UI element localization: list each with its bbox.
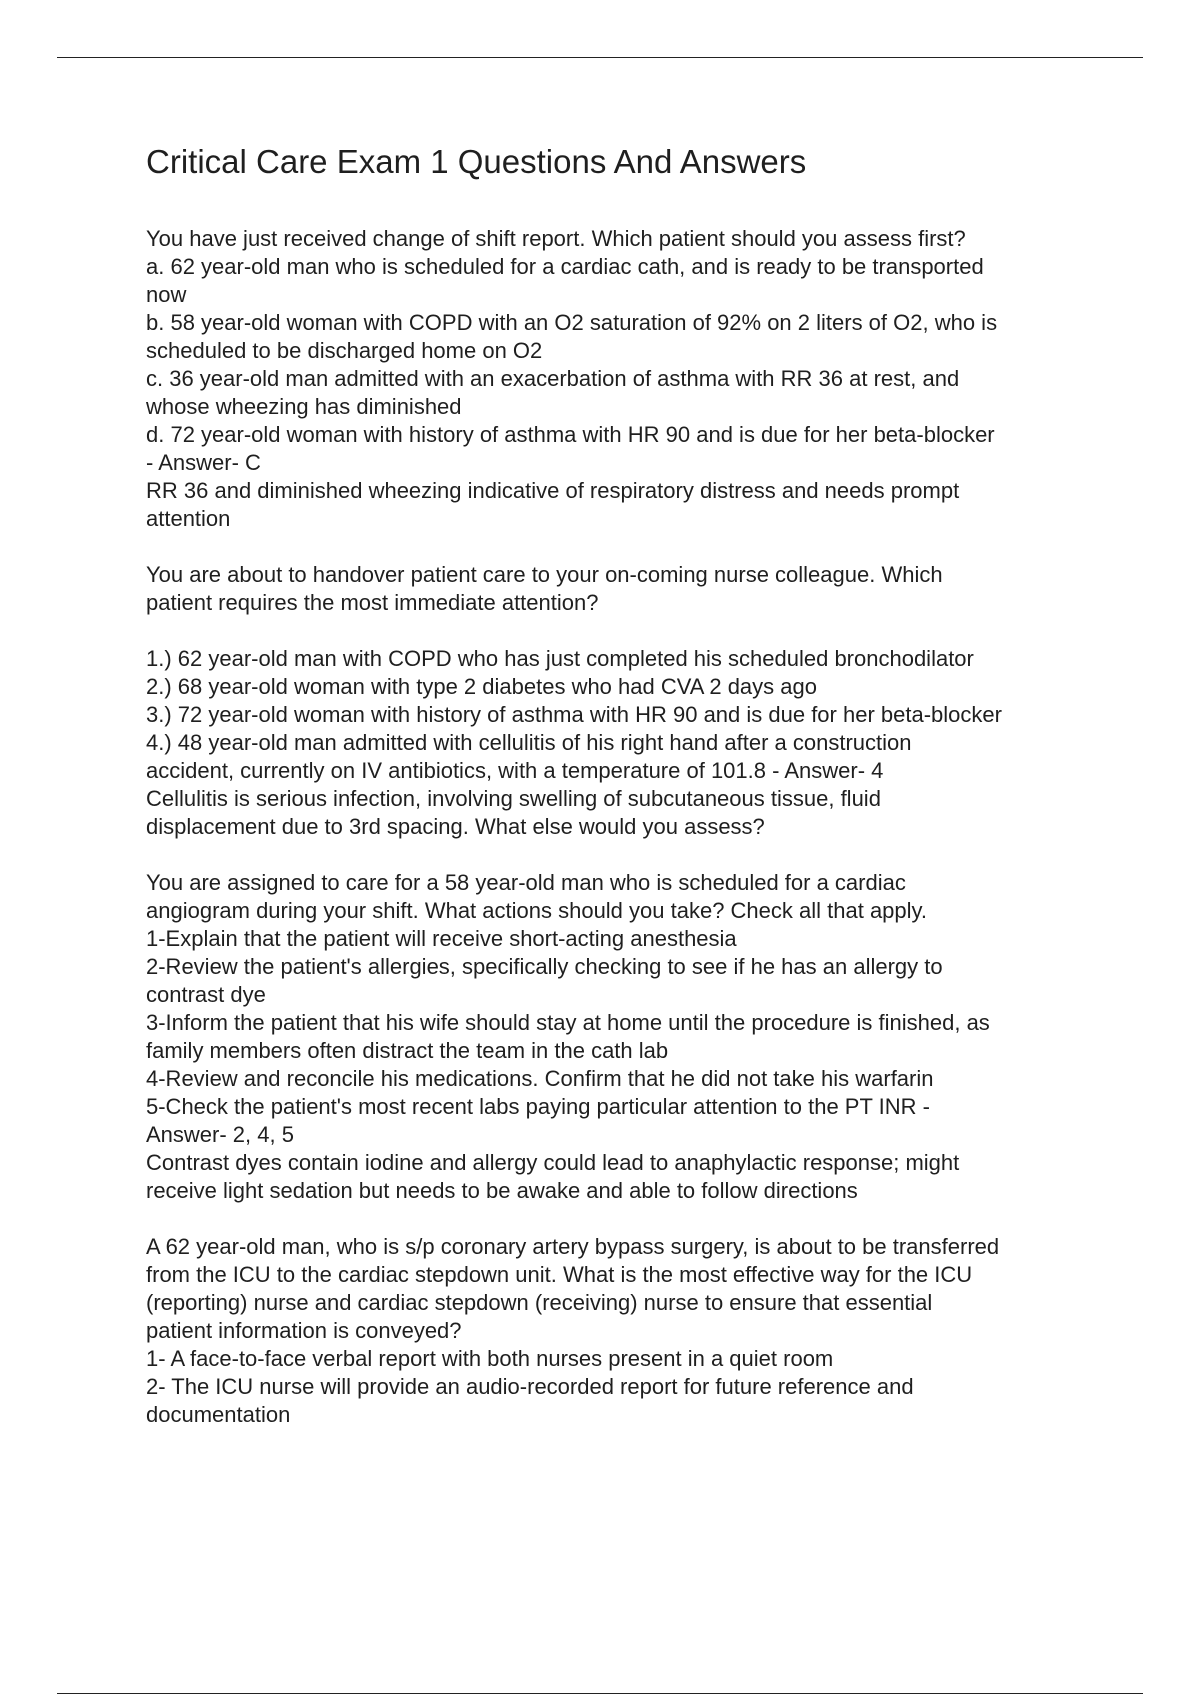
question-line: angiogram during your shift. What actions should you take? Check all that apply. — [146, 898, 928, 923]
question-block — [146, 225, 1106, 533]
document-title: Critical Care Exam 1 Questions And Answers — [146, 143, 807, 180]
question-line: 2.) 68 year-old woman with type 2 diabetes who had CVA 2 days ago — [146, 674, 817, 699]
question-line: 2-Review the patient's allergies, specifically checking to see if he has an allergy to — [146, 954, 943, 979]
question-line: You have just received change of shift report. Which patient should you assess first? — [146, 226, 966, 251]
question-line: 3-Inform the patient that his wife should stay at home until the procedure is finished, as — [146, 1010, 990, 1035]
question-line: 5-Check the patient's most recent labs paying particular attention to the PT INR - — [146, 1094, 930, 1119]
question-line: contrast dye — [146, 982, 266, 1007]
question-line: attention — [146, 506, 231, 531]
question-line: 4-Review and reconcile his medications. Confirm that he did not take his warfarin — [146, 1066, 934, 1091]
question-line: Contrast dyes contain iodine and allergy could lead to anaphylactic response; might — [146, 1150, 960, 1175]
question-block — [146, 1233, 1106, 1429]
question-line: You are about to handover patient care to your on-coming nurse colleague. Which — [146, 562, 943, 587]
question-block — [146, 561, 1106, 841]
question-line: d. 72 year-old woman with history of asthma with HR 90 and is due for her beta-blocker — [146, 422, 995, 447]
question-line: - Answer- C — [146, 450, 261, 475]
question-line: Answer- 2, 4, 5 — [146, 1122, 294, 1147]
question-line: 1-Explain that the patient will receive short-acting anesthesia — [146, 926, 737, 951]
question-line: 3.) 72 year-old woman with history of asthma with HR 90 and is due for her beta-blocker — [146, 702, 1002, 727]
question-line: patient information is conveyed? — [146, 1318, 462, 1343]
question-line: 1.) 62 year-old man with COPD who has just completed his scheduled bronchodilator — [146, 646, 974, 671]
question-line: accident, currently on IV antibiotics, with a temperature of 101.8 - Answer- 4 — [146, 758, 884, 783]
question-line: c. 36 year-old man admitted with an exacerbation of asthma with RR 36 at rest, and — [146, 366, 960, 391]
question-line: receive light sedation but needs to be awake and able to follow directions — [146, 1178, 858, 1203]
top-rule — [57, 57, 1143, 58]
question-line: from the ICU to the cardiac stepdown unit. What is the most effective way for the ICU — [146, 1262, 973, 1287]
question-line: a. 62 year-old man who is scheduled for a cardiac cath, and is ready to be transported — [146, 254, 984, 279]
question-line: You are assigned to care for a 58 year-old man who is scheduled for a cardiac — [146, 870, 906, 895]
question-line: whose wheezing has diminished — [146, 394, 462, 419]
question-line: patient requires the most immediate attention? — [146, 590, 599, 615]
question-line: 4.) 48 year-old man admitted with cellulitis of his right hand after a construction — [146, 730, 912, 755]
question-line: b. 58 year-old woman with COPD with an O2 saturation of 92% on 2 liters of O2, who is — [146, 310, 998, 335]
question-line: 2- The ICU nurse will provide an audio-recorded report for future reference and — [146, 1374, 914, 1399]
blank-line — [146, 617, 1106, 645]
question-line: family members often distract the team in the cath lab — [146, 1038, 669, 1063]
questions-list — [146, 225, 1106, 1429]
question-line: 1- A face-to-face verbal report with both nurses present in a quiet room — [146, 1346, 834, 1371]
bottom-rule — [57, 1693, 1143, 1694]
question-line: now — [146, 282, 187, 307]
document-body — [146, 140, 1106, 1457]
question-line: RR 36 and diminished wheezing indicative of respiratory distress and needs prompt — [146, 478, 960, 503]
question-line: Cellulitis is serious infection, involving swelling of subcutaneous tissue, fluid — [146, 786, 881, 811]
question-block — [146, 869, 1106, 1205]
question-line: scheduled to be discharged home on O2 — [146, 338, 543, 363]
question-line: A 62 year-old man, who is s/p coronary artery bypass surgery, is about to be transferred — [146, 1234, 1000, 1259]
question-line: documentation — [146, 1402, 291, 1427]
question-line: (reporting) nurse and cardiac stepdown (receiving) nurse to ensure that essential — [146, 1290, 933, 1315]
question-line: displacement due to 3rd spacing. What else would you assess? — [146, 814, 765, 839]
